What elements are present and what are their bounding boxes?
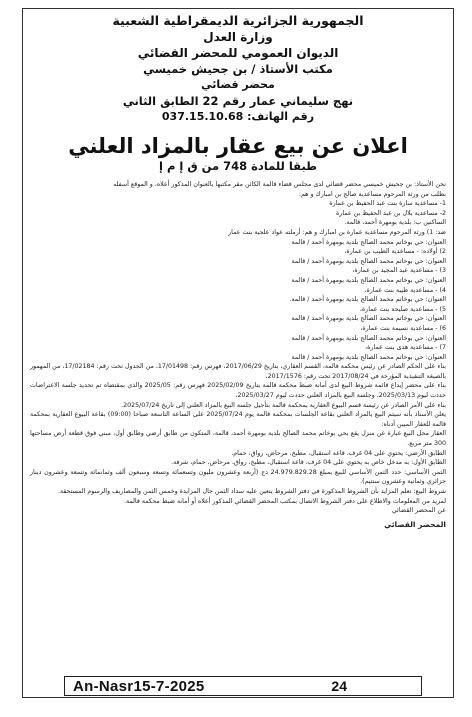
body-paragraph: 5) - مساعدية صليحة بنت عمارة، — [359, 305, 446, 313]
body-paragraph: ضد: 1) ورثة المرحوم مساعدية عمارة بن امبارك و هم: أرملته عواد علجية بنت عمار — [228, 228, 446, 236]
body-paragraph: 2- مساعدية بلال بن عبد الحفيظ بن عمارة — [336, 209, 446, 217]
body-paragraph: 3) - مساعدية عبد المجيد بن عمارة، — [352, 267, 446, 275]
body-paragraph: بطلب من ورثة المرحوم مساعدية صالح بن امبارك و هم: — [298, 190, 446, 198]
body-paragraph: يعلن الأستاذ بأنه سيتم البيع بالمزاد العلني بقاعة الجلسات بمحكمة قالمة يوم 2025/07/24 على الساعة التاسعة صباحا (09:00) بقاعة البيوع العقارية بمحكمة قالمة للعقار المبين أدناه: — [30, 411, 446, 428]
body-paragraph: 4) - مساعدية طيبة بنت عمارة، — [364, 286, 446, 294]
body-paragraph: العنوان: حي بوخاتم محمد الصالح بلدية بومهرة أحمد / قالمة — [291, 334, 446, 342]
announcement-subtitle: طبقا للمادة 748 من ق إ م إ — [159, 159, 317, 173]
body-paragraph: العنوان: حي بوخاتم محمد الصالح بلدية بومهرة أحمد / قالمة — [291, 315, 446, 323]
header-phone: رقم الهاتف: 037.15.10.68 — [161, 110, 315, 123]
announcement-title: اعلان عن بيع عقار بالمزاد العلني — [68, 134, 408, 158]
body-paragraph: بناء على الحكم الصادر عن رئيس محكمة قالمة، القسم العقاري، بتاريخ 2017/06/29، فهرس رقم: 17/01498، من الجدول تحت رقم: 17/02184، من المهمور بالصيغة التنفيذية المؤرخة في 2017/08/24 تحت رقم: 2017/1576، — [30, 363, 446, 380]
body-paragraph: العنوان: حي بوخاتم محمد الصالح بلدية بومهرة أحمد / قالمة — [291, 353, 446, 361]
body-paragraph: العنوان: حي بوخاتم محمد الصالح بلدية بومهرة أحمد / قالمة — [291, 238, 446, 246]
body-paragraph: العقار محل البيع عبارة عن منزل يقع بحي بوخاتم محمد الصالح بلدية بومهرة أحمد، قالمة، المتكون من طابق أرضي وطابق أول، مبني فوق قطعة أرض مساحتها 300 متر مربع. — [30, 430, 446, 448]
body-paragraph: بناء على الأمر الصادر عن رئيسة قسم البيوع العقارية بمحكمة قالمة بتأجيل جلسة البيع بالمزاد العلني إلى تاريخ 2025/07/24. — [121, 401, 446, 409]
body-paragraph: 2) أولاده: - مساعدية الطيب بن عمارة، — [344, 248, 446, 256]
publication-footer — [64, 676, 422, 696]
body-paragraph: 1- مساعدية سارة بنت عبد الحفيظ بن عمارة — [329, 200, 446, 208]
letterhead — [23, 13, 453, 125]
header-bailiff-name: مكتب الأستاذ / بن جحيش خميسي — [143, 62, 333, 76]
body-paragraph: لمزيد من المعلومات والاطلاع على دفتر الشروط الاتصال بمكتب المحضر القضائي المذكور أعلاه أو أمانة ضبط محكمة قالمة. — [124, 497, 446, 505]
header-bailiff-title: محضر قضائي — [201, 78, 275, 91]
announcement-page — [22, 8, 454, 698]
header-republic: الجمهورية الجزائرية الديمقراطية الشعبية — [112, 13, 364, 28]
body-paragraph: العنوان: حي بوخاتم محمد الصالح بلدية بومهرة أحمد / قالمة — [291, 276, 446, 284]
publication-date: An-Nasr15-7-2025 — [73, 677, 205, 695]
body-paragraph: الطابق الأرضي: يحتوي على 04 غرف، قاعة استقبال، مطبخ، مرحاض، رواق، حمام. — [231, 449, 446, 457]
body-paragraph: نحن الأستاذ: بن جحيش خميسي محضر قضائي لدى مجلس قضاء قالمة الكائن مقر مكتبها بالعنوان المذكور أعلاه، و الموقع أسفله — [113, 181, 446, 188]
body-paragraph: شروط البيع: تعلم المزايد بأن الشروط المذكورة في دفتر الشروط يتعين عليه سداد الثمن حال المزايدة وخمس الثمن والمصاريف والرسوم المستحقة. — [57, 488, 446, 495]
page-number: 24 — [331, 678, 347, 694]
body-paragraph: الطابق الأول: به مدخل خاص به يحتوي على 04 غرف، قاعة استقبال، مطبخ، رواق، مرحاض، حمام، شرفة. — [171, 459, 446, 467]
body-paragraph: العنوان: حي بوخاتم محمد الصالح بلدية بومهرة أحمد / قالمة — [291, 257, 446, 265]
body-paragraph: عن المحضر القضائي — [391, 507, 446, 515]
body-paragraph: 6) - مساعدية نسيمة بنت عمارة، — [360, 324, 446, 332]
body-paragraph: العنوان: حي بوخاتم محمد الصالح بلدية بومهرة أحمد / قالمة. — [289, 296, 446, 304]
header-address: نهج سليماني عمار رقم 22 الطابق الثاني — [122, 94, 354, 108]
body-paragraph: 7) - مساعدية هدى بنت عمارة، — [365, 344, 446, 352]
announcement-body — [23, 174, 453, 529]
signature: المحضر القضائي — [384, 519, 446, 529]
body-paragraph: بناء على محضر إيداع قائمة شروط البيع لدى أمانة ضبط محكمة قالمة بتاريخ 2025/02/09 فهرس رقم: 2025/05 والذي بمقتضاه تم تحديد جلسة الاعتراضات حددت ليوم 2025/03/13، وجلسة البيع بالمزاد العلني حددت ليوم 2025/03/27، — [30, 382, 446, 400]
body-paragraph: الساكنين ب: بلدية بومهرة أحمد، قالمة. — [344, 219, 446, 227]
header-office: الديوان العمومي للمحضر القضائي — [137, 46, 339, 60]
body-paragraph: الثمن الأساسي: حدد الثمن الأساسي للبيع بمبلغ 24.979.829.28 دج (أربعة وعشرون مليون وتسعمائة وتسعة وسبعون ألف وثمانمائة وتسعة وعشرون دينار جزائري وثمانية وعشرون سنتيم). — [30, 468, 446, 486]
header-ministry: وزارة العدل — [203, 30, 273, 44]
